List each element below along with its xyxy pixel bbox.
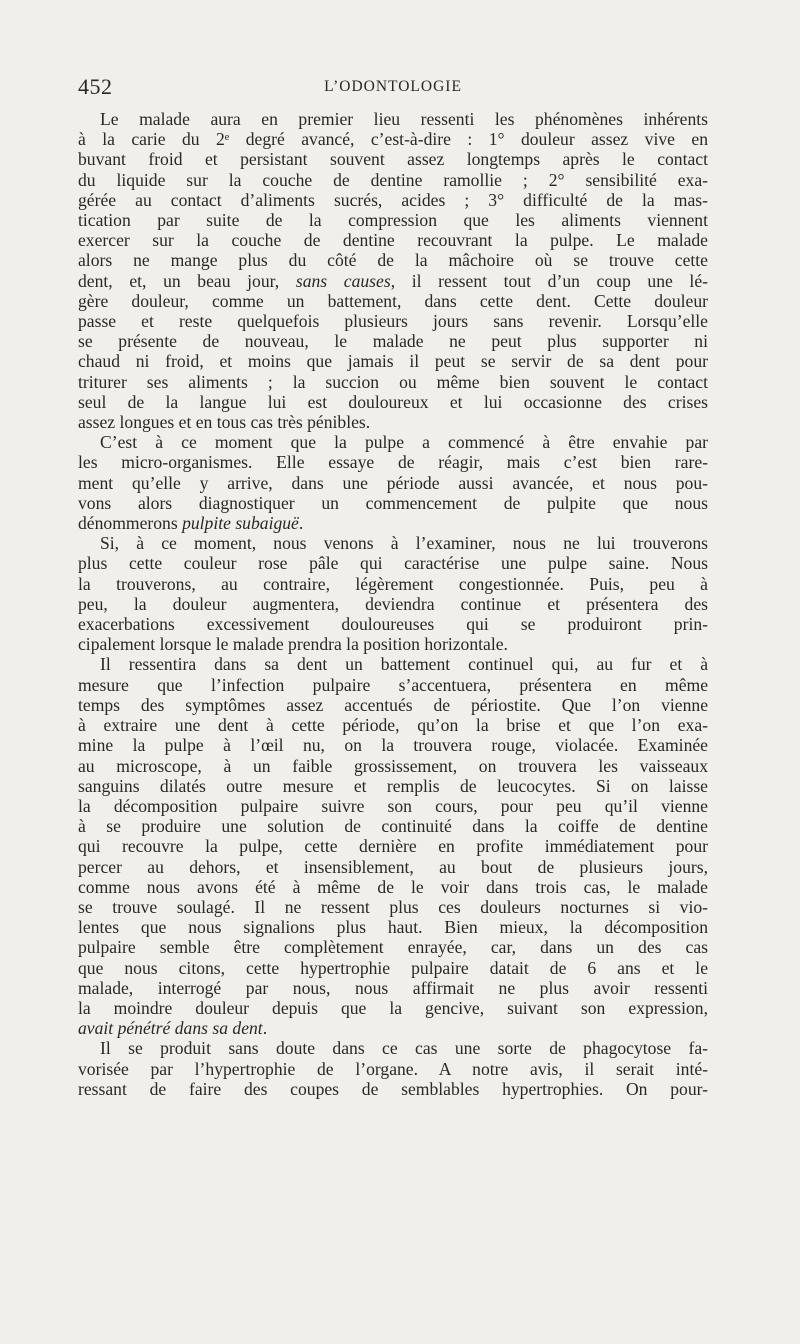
text-segment: passe et reste quelquefois plusieurs jours sans revenir. Lorsqu’elle xyxy=(78,311,708,332)
text-segment: la trouverons, au contraire, légèrement congestionnée. Puis, peu à xyxy=(78,573,708,594)
text-line xyxy=(78,978,708,998)
text-segment: cipalement lorsque le malade prendra la position horizontale. xyxy=(78,634,508,655)
text-line xyxy=(78,170,708,190)
text-line xyxy=(78,533,708,553)
page-header xyxy=(78,74,708,98)
text-line xyxy=(78,331,708,351)
text-segment: lentes que nous signalions plus haut. Bien mieux, la décomposition xyxy=(78,917,708,938)
text-line xyxy=(78,634,708,654)
text-segment: la moindre douleur depuis que la gencive, suivant son expression, xyxy=(78,997,708,1018)
text-line xyxy=(78,432,708,452)
text-segment: . xyxy=(262,1018,268,1039)
text-segment: se présente de nouveau, le malade ne peut plus supporter ni xyxy=(78,331,708,352)
text-segment: gère douleur, comme un battement, dans cette dent. Cette douleur xyxy=(78,290,708,311)
text-line xyxy=(78,1059,708,1079)
text-line xyxy=(78,836,708,856)
text-segment: au microscope, à un faible grossissement, on trouvera les vaisseaux xyxy=(78,755,708,776)
text-segment: tication par suite de la compression que les aliments viennent xyxy=(78,210,708,231)
text-segment: mesure que l’infection pulpaire s’accentuera, présentera en même xyxy=(78,674,708,695)
text-segment: exacerbations excessivement douloureuses qui se produiront prin- xyxy=(78,614,708,635)
text-segment: vons alors diagnostiquer un commencement de pulpite que nous xyxy=(78,492,708,513)
text-line xyxy=(78,614,708,634)
text-segment: temps des symptômes assez accentués de périostite. Que l’on vienne xyxy=(78,694,708,715)
text-line xyxy=(78,250,708,270)
text-line xyxy=(78,937,708,957)
italic-text: pulpite subaiguë xyxy=(182,513,299,534)
text-segment: sanguins dilatés outre mesure et remplis de leucocytes. Si on laisse xyxy=(78,775,708,796)
text-segment: alors ne mange plus du côté de la mâchoire où se trouve cette xyxy=(78,250,708,271)
text-line xyxy=(78,1038,708,1058)
text-segment: la décomposition pulpaire suivre son cours, pour peu qu’il vienne xyxy=(78,795,708,816)
page-number: 452 xyxy=(78,74,113,99)
text-segment: chaud ni froid, et moins que jamais il peut se servir de sa dent pour xyxy=(78,351,708,372)
italic-text: avait pénétré dans sa dent xyxy=(78,1018,263,1039)
text-segment: pulpaire semble être complètement enrayée, car, dans un des cas xyxy=(78,937,708,958)
text-segment: mine la pulpe à l’œil nu, on la trouvera rouge, violacée. Examinée xyxy=(78,735,708,756)
text-line xyxy=(78,392,708,412)
text-segment: Il se produit sans doute dans ce cas une sorte de phagocytose fa- xyxy=(100,1038,708,1059)
text-segment: du liquide sur la couche de dentine ramollie ; 2° sensibilité exa- xyxy=(78,169,708,190)
text-segment: plus cette couleur rose pâle qui caractérise une pulpe saine. Nous xyxy=(78,553,708,574)
text-segment: ment qu’elle y arrive, dans une période aussi avancée, et nous pou- xyxy=(78,472,708,493)
text-segment: , il ressent tout d’un coup une lé- xyxy=(390,270,708,291)
text-line xyxy=(78,654,708,674)
text-line xyxy=(78,695,708,715)
text-line xyxy=(78,917,708,937)
text-line xyxy=(78,816,708,836)
text-segment: se trouve soulagé. Il ne ressent plus ces douleurs nocturnes si vio- xyxy=(78,896,708,917)
text-line xyxy=(78,1018,708,1038)
text-line xyxy=(78,149,708,169)
text-line xyxy=(78,271,708,291)
text-segment: comme nous avons été à même de le voir dans trois cas, le malade xyxy=(78,876,708,897)
text-segment: malade, interrogé par nous, nous affirmait ne plus avoir ressenti xyxy=(78,977,708,998)
text-line xyxy=(78,796,708,816)
text-line xyxy=(78,958,708,978)
text-segment: triturer ses aliments ; la succion ou même bien souvent le contact xyxy=(78,371,708,392)
text-segment: Le malade aura en premier lieu ressenti les phénomènes inhérents xyxy=(100,109,708,129)
text-line xyxy=(78,210,708,230)
text-line xyxy=(78,857,708,877)
text-line xyxy=(78,372,708,392)
text-line xyxy=(78,553,708,573)
text-line xyxy=(78,574,708,594)
text-segment: Si, à ce moment, nous venons à l’examiner, nous ne lui trouverons xyxy=(100,533,708,554)
text-segment: buvant froid et persistant souvent assez longtemps après le contact xyxy=(78,149,708,170)
text-line xyxy=(78,493,708,513)
text-segment: seul de la langue lui est douloureux et lui occasionne des crises xyxy=(78,391,708,412)
text-segment: dénommerons xyxy=(78,513,183,534)
text-line xyxy=(78,675,708,695)
text-line xyxy=(78,109,708,129)
text-line xyxy=(78,897,708,917)
text-segment: à extraire une dent à cette période, qu’on la brise et que l’on exa- xyxy=(78,715,708,736)
text-line xyxy=(78,513,708,533)
text-line xyxy=(78,412,708,432)
text-segment: peu, la douleur augmentera, deviendra continue et présentera des xyxy=(78,593,708,614)
text-line xyxy=(78,715,708,735)
body-text xyxy=(78,109,708,1099)
text-segment: à se produire une solution de continuité dans la coiffe de dentine xyxy=(78,816,708,837)
text-segment: les micro-organismes. Elle essaye de réagir, mais c’est bien rare- xyxy=(78,452,708,473)
text-line xyxy=(78,998,708,1018)
text-line xyxy=(78,351,708,371)
text-segment: percer au dehors, et insensiblement, au bout de plusieurs jours, xyxy=(78,856,708,877)
text-segment: Il ressentira dans sa dent un battement continuel qui, au fur et à xyxy=(100,654,708,675)
text-line xyxy=(78,877,708,897)
text-line xyxy=(78,311,708,331)
text-segment: . xyxy=(298,513,304,534)
text-segment: que nous citons, cette hypertrophie pulpaire datait de 6 ans et le xyxy=(78,957,708,978)
text-segment: assez longues et en tous cas très pénibles. xyxy=(78,412,371,433)
text-line xyxy=(78,473,708,493)
text-segment: vorisée par l’hypertrophie de l’organe. A notre avis, il serait inté- xyxy=(78,1058,708,1079)
text-segment: gérée au contact d’aliments sucrés, acides ; 3° difficulté de la mas- xyxy=(78,189,708,210)
text-line xyxy=(78,776,708,796)
text-line xyxy=(78,735,708,755)
text-segment: dent, et, un beau jour, xyxy=(78,270,296,291)
text-line xyxy=(78,1079,708,1099)
text-line xyxy=(78,452,708,472)
text-line xyxy=(78,291,708,311)
text-segment: à la carie du 2ᵉ degré avancé, c’est-à-dire : 1° douleur assez vive en xyxy=(78,129,708,150)
text-line xyxy=(78,190,708,210)
text-line xyxy=(78,129,708,149)
text-segment: exercer sur la couche de dentine recouvrant la pulpe. Le malade xyxy=(78,230,708,251)
text-line xyxy=(78,230,708,250)
italic-text: sans causes xyxy=(295,270,391,291)
text-line xyxy=(78,594,708,614)
text-segment: C’est à ce moment que la pulpe a commencé à être envahie par xyxy=(100,432,708,453)
running-title: L’ODONTOLOGIE xyxy=(324,78,462,95)
text-segment: ressant de faire des coupes de semblables hypertrophies. On pour- xyxy=(78,1078,708,1099)
text-line xyxy=(78,756,708,776)
text-segment: qui recouvre la pulpe, cette dernière en profite immédiatement pour xyxy=(78,836,708,857)
